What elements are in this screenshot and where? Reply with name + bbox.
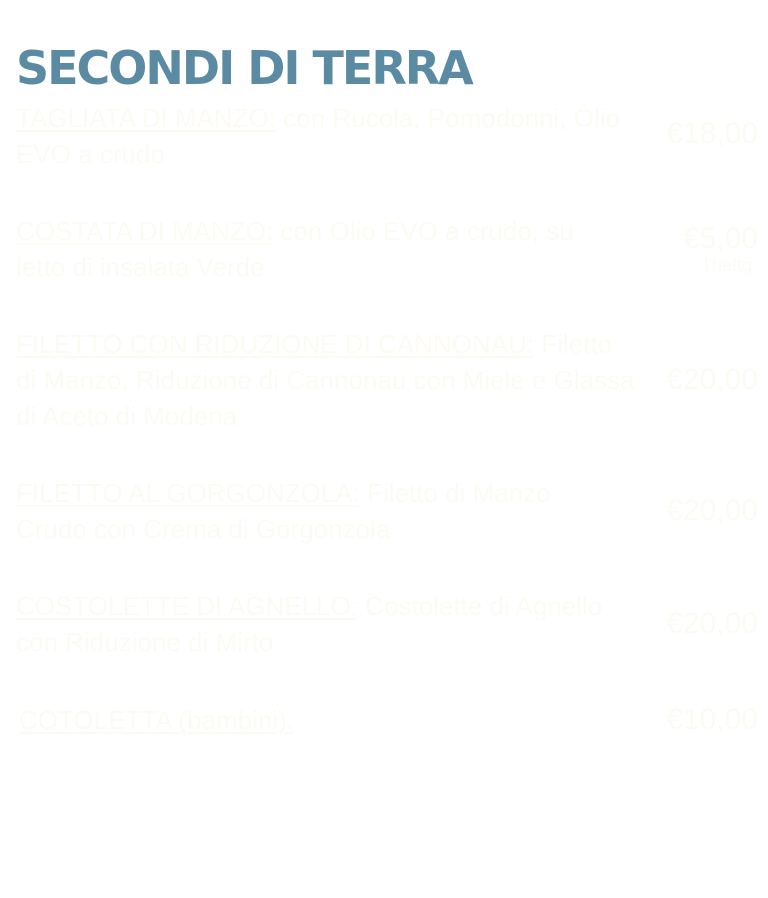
item-price-note: l'hettg [704, 255, 752, 275]
section-title: SECONDI DI TERRA [16, 41, 472, 95]
item-price: €18,00 [666, 117, 758, 150]
item-description-block [19, 702, 639, 738]
item-name: COSTATA DI MANZO: [16, 216, 274, 246]
item-price: €20,00 [666, 363, 758, 396]
item-price: €20,00 [666, 607, 758, 640]
item-description: Costolette di Agnello con Riduzione di Mirto [16, 591, 603, 657]
item-price: €5,00 [682, 222, 758, 255]
item-name: TAGLIATA DI MANZO: [16, 103, 277, 133]
item-description-block [16, 475, 586, 547]
item-description-block [16, 100, 636, 172]
item-price: €10,00 [666, 703, 758, 736]
item-description: Filetto di Manzo Crudo con Crema di Gorgonzola [16, 478, 551, 544]
item-description-block [16, 588, 616, 660]
item-description: Filetto di Manzo, Riduzione di Cannonau con Miele e Glassa di Aceto di Modena [16, 329, 635, 431]
item-price: €20,00 [666, 494, 758, 527]
item-name: COTOLETTA (bambini). [19, 705, 294, 735]
item-description: con Olio EVO a crudo, su letto di insalata Verde [16, 216, 574, 282]
item-name: FILETTO AL GORGONZOLA: [16, 478, 360, 508]
item-description-block [16, 213, 576, 285]
item-description: con Rucola, Pomodorini, Olio EVO a crudo [16, 103, 620, 169]
item-name: COSTOLETTE DI AGNELLO: [16, 591, 358, 621]
item-name: FILETTO CON RIDUZIONE DI CANNONAU: [16, 329, 535, 359]
item-description-block [16, 326, 636, 434]
